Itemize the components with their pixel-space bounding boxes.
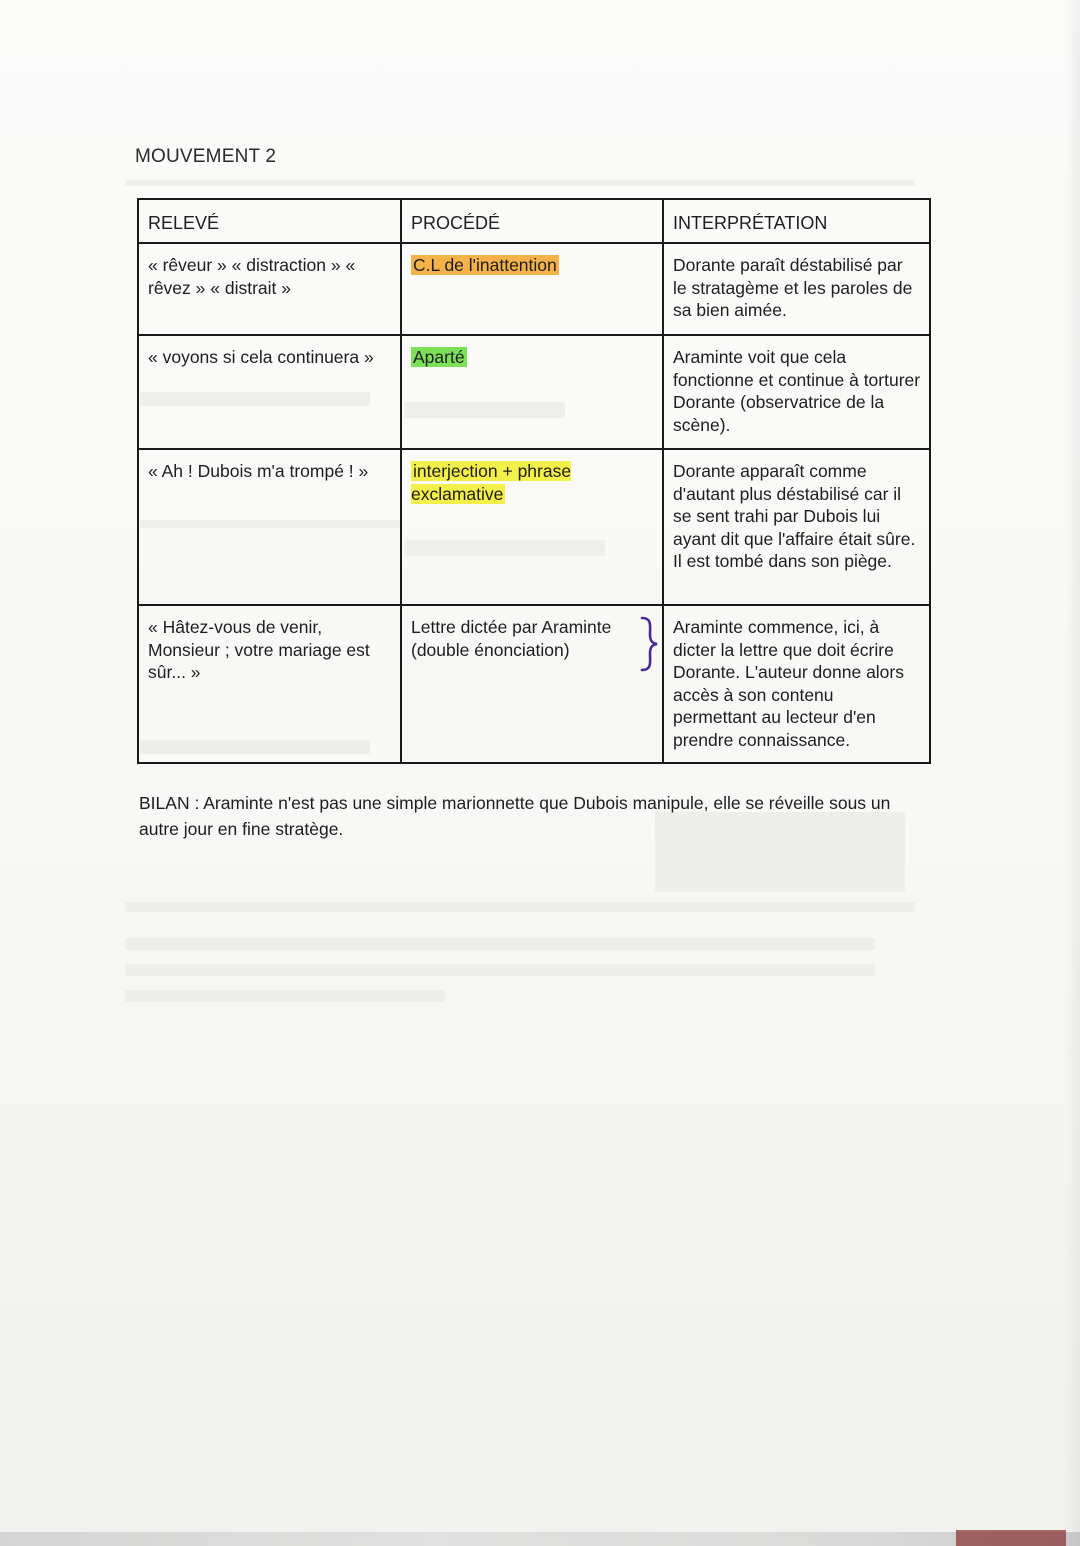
- interpretation-text: Araminte voit que cela fonctionne et continue à torturer Dorante (observatrice de la scène).: [673, 347, 921, 435]
- header-interpretation: INTERPRÉTATION: [663, 199, 930, 243]
- interpretation-cell: [663, 449, 930, 605]
- releve-cell: [138, 449, 401, 605]
- bleed-through-mark: [125, 180, 915, 186]
- procede-cell: [401, 605, 663, 763]
- procede-cell: [401, 335, 663, 449]
- analysis-table: [137, 198, 931, 764]
- interpretation-text: Araminte commence, ici, à dicter la lettre que doit écrire Dorante. L'auteur donne alors accès à son contenu permettant au lecteur d'en prendre connaissance.: [673, 617, 904, 750]
- bleed-through-mark: [125, 990, 445, 1002]
- releve-text: « voyons si cela continuera »: [148, 347, 374, 367]
- table-row: [138, 243, 930, 335]
- procede-text: Lettre dictée par Araminte (double énonciation): [411, 617, 612, 660]
- procede-cell: [401, 243, 663, 335]
- interpretation-cell: [663, 335, 930, 449]
- interpretation-cell: [663, 605, 930, 763]
- interpretation-text: Dorante paraît déstabilisé par le stratagème et les paroles de sa bien aimée.: [673, 255, 913, 320]
- bleed-through-mark: [125, 902, 915, 912]
- bleed-through-mark: [125, 964, 875, 976]
- releve-text: « rêveur » « distraction » « rêvez » « distrait »: [148, 255, 356, 298]
- releve-text: « Hâtez-vous de venir, Monsieur ; votre mariage est sûr... »: [148, 617, 370, 682]
- header-procede: PROCÉDÉ: [401, 199, 663, 243]
- curly-brace-icon: [638, 614, 660, 674]
- bilan-paragraph: BILAN : Araminte n'est pas une simple marionnette que Dubois manipule, elle se réveille sous un autre jour en fine stratège.: [139, 793, 891, 839]
- page-bottom-edge: [0, 1532, 1080, 1546]
- bleed-through-mark: [125, 938, 875, 950]
- releve-cell: [138, 243, 401, 335]
- table-row: [138, 605, 930, 763]
- procede-text-highlight-yellow: interjection + phrase exclamative: [411, 461, 572, 504]
- table-header-row: [138, 199, 930, 243]
- table-row: [138, 335, 930, 449]
- procede-cell-wrap: [411, 616, 654, 661]
- header-releve: RELEVÉ: [138, 199, 401, 243]
- releve-cell: [138, 605, 401, 763]
- table-row: [138, 449, 930, 605]
- binder-corner-mark: [956, 1530, 1066, 1546]
- page-edge-shadow: [1064, 0, 1080, 1546]
- interpretation-text: Dorante apparaît comme d'autant plus déstabilisé car il se sent trahi par Dubois lui ayant dit que l'affaire était sûre. Il est tombé dans son piège.: [673, 461, 916, 571]
- procede-cell: [401, 449, 663, 605]
- procede-text-highlight-orange: C.L de l'inattention: [413, 255, 557, 275]
- interpretation-cell: [663, 243, 930, 335]
- releve-text: « Ah ! Dubois m'a trompé ! »: [148, 461, 369, 481]
- section-title: MOUVEMENT 2: [135, 146, 277, 167]
- releve-cell: [138, 335, 401, 449]
- procede-text-highlight-green: Aparté: [413, 347, 465, 367]
